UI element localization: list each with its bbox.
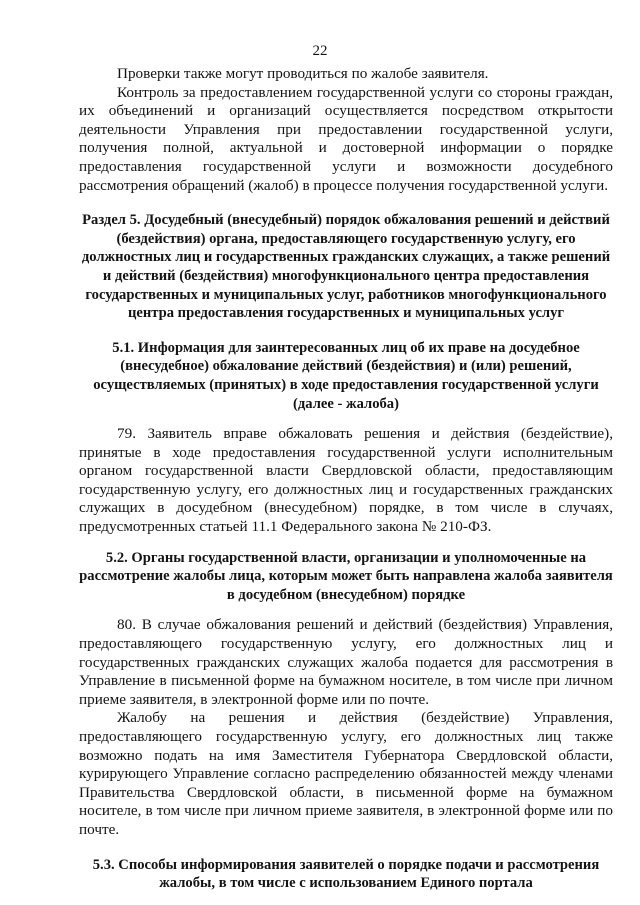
paragraph-80: 80. В случае обжалования решений и действий (бездействия) Управления, предоставляющего государственную услугу, его должностных лиц и государственных гражданских служащих жалоба подается для рассмотрения в Управление в письменной форме на бумажном носителе, в том числе при личном приеме заявителя, в электронной форме или по почте. [79,616,613,708]
paragraph-80-continuation: Жалобу на решения и действия (бездействие) Управления, предоставляющего государственную услугу, его должностных лиц также возможно подать на имя Заместителя Губернатора Свердловской области, курирующего Управление согласно распределению обязанностей между членами Правительства Свердловской области, в письменной форме на бумажном носителе, в том числе при личном приеме заявителя, в электронной форме или по почте. [79,709,613,838]
section-5-heading: Раздел 5. Досудебный (внесудебный) порядок обжалования решений и действий (бездействия) органа, предоставляющего государственную услугу, его должностных лиц и государственных гражданских служащих, а также решений и действий (бездействия) многофункционального центра предоставления государственных и муниципальных услуг, работников многофункционального центра предоставления государственных и муниципальных услуг [81,212,611,322]
subsection-5-1-heading: 5.1. Информация для заинтересованных лиц об их праве на досудебное (внесудебное) обжалование действий (бездействия) и (или) решений, осуществляемых (принятых) в ходе предоставления государственной услуги (далее - жалоба) [93,339,599,412]
intro-paragraph-2: Контроль за предоставлением государственной услуги со стороны граждан, их объединений и организаций осуществляется посредством открытости деятельности Управления при предоставлении государственной услуги, получения полной, актуальной и достоверной информации о порядке предоставления государственной услуги и возможности досудебного рассмотрения обращений (жалоб) в процессе получения государственной услуги. [79,83,613,194]
document-body [79,65,613,893]
subsection-5-2-heading: 5.2. Органы государственной власти, организации и уполномоченные на рассмотрение жалобы лица, которым может быть направлена жалоба заявителя в досудебном (внесудебном) порядке [79,549,613,603]
page-number: 22 [312,43,328,59]
intro-paragraph-1: Проверки также могут проводиться по жалобе заявителя. [117,65,489,82]
subsection-5-3-heading: 5.3. Способы информирования заявителей о порядке подачи и рассмотрения жалобы, в том числе с использованием Единого портала [92,856,600,892]
paragraph-79: 79. Заявитель вправе обжаловать решения и действия (бездействие), принятые в ходе предоставления государственной услуги исполнительным органом государственной власти Свердловской области, предоставляющим государственную услугу, его должностных лиц и государственных гражданских служащих в досудебном (внесудебном) порядке, в том числе в случаях, предусмотренных статьей 11.1 Федерального закона № 210-ФЗ. [79,425,613,536]
